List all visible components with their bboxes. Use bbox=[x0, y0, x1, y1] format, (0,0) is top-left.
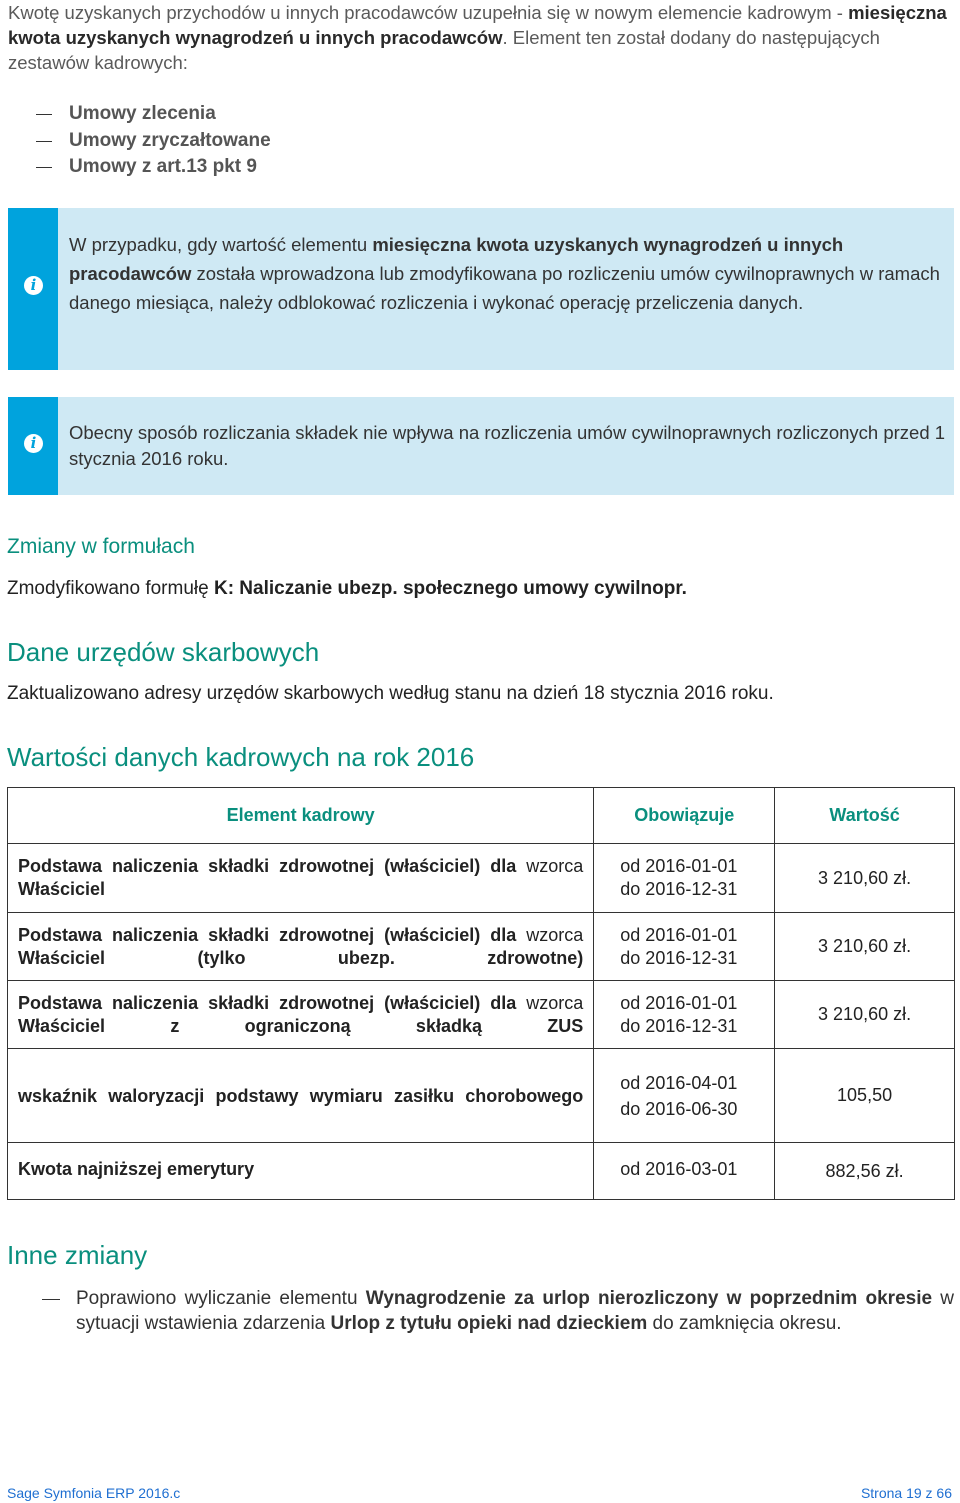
period-cell: od 2016-04-01 do 2016-06-30 bbox=[594, 1049, 775, 1143]
formulas-text: Zmodyfikowano formułę K: Naliczanie ubezp. społecznego umowy cywilnopr. bbox=[7, 578, 687, 599]
value-cell: 882,56 zł. bbox=[775, 1143, 955, 1200]
dash-bullet-icon bbox=[36, 114, 52, 115]
element-cell: wskaźnik waloryzacji podstawy wymiaru zasiłku chorobowego bbox=[8, 1049, 594, 1143]
period-cell: od 2016-01-01 do 2016-12-31 bbox=[594, 844, 775, 913]
period-cell: od 2016-01-01 do 2016-12-31 bbox=[594, 981, 775, 1049]
dash-bullet-icon bbox=[36, 167, 52, 168]
column-header: Obowiązuje bbox=[594, 788, 775, 844]
info-box-recalculation bbox=[8, 208, 954, 370]
section-heading-other-changes: Inne zmiany bbox=[7, 1240, 148, 1270]
value-cell: 3 210,60 zł. bbox=[775, 844, 955, 913]
table-row bbox=[8, 1143, 955, 1200]
sets-list bbox=[36, 101, 271, 181]
period-cell: od 2016-01-01 do 2016-12-31 bbox=[594, 913, 775, 981]
section-heading-tax-offices: Dane urzędów skarbowych bbox=[7, 637, 320, 667]
value-cell: 105,50 bbox=[775, 1049, 955, 1143]
table-row bbox=[8, 844, 955, 913]
period-cell: od 2016-03-01 bbox=[594, 1143, 775, 1200]
dash-bullet-icon bbox=[36, 141, 52, 142]
element-cell: Podstawa naliczenia składki zdrowotnej (właściciel) dla wzorca Właściciel bbox=[8, 844, 594, 913]
element-cell: Podstawa naliczenia składki zdrowotnej (właściciel) dla wzorca Właściciel (tylko ubezp. zdrowotne) bbox=[8, 913, 594, 981]
element-cell: Kwota najniższej emerytury bbox=[8, 1143, 594, 1200]
tax-offices-text: Zaktualizowano adresy urzędów skarbowych według stanu na dzień 18 stycznia 2016 roku. bbox=[7, 683, 774, 704]
element-cell: Podstawa naliczenia składki zdrowotnej (właściciel) dla wzorca Właściciel z ograniczoną składką ZUS bbox=[8, 981, 594, 1049]
info-text: W przypadku, gdy wartość elementu miesięczna kwota uzyskanych wynagrodzeń u innych pracodawców została wprowadzona lub zmodyfikowana po rozliczeniu umów cywilnoprawnych w ramach danego miesiąca, należy odblokować rozliczenia i wykonać operację przeliczenia danych. bbox=[69, 234, 940, 313]
table-row bbox=[8, 981, 955, 1049]
table-row bbox=[8, 1049, 955, 1143]
list-item bbox=[42, 1286, 954, 1336]
list-item: Umowy zlecenia bbox=[36, 101, 271, 128]
section-heading-hr-values: Wartości danych kadrowych na rok 2016 bbox=[7, 742, 475, 772]
info-box-contributions bbox=[8, 397, 954, 495]
table-header-row bbox=[8, 788, 955, 844]
intro-paragraph: Kwotę uzyskanych przychodów u innych pracodawców uzupełnia się w nowym elemencie kadrowym - miesięczna kwota uzyskanych wynagrodzeń u innych pracodawców. Element ten został dodany do następujących zestawów kadrowych: bbox=[8, 2, 947, 73]
table-row bbox=[8, 913, 955, 981]
other-change-text: Poprawiono wyliczanie elementu Wynagrodzenie za urlop nierozliczony w poprzednim okresie w sytuacji wstawienia zdarzenia Urlop z tytułu opieki nad dzieckiem do zamknięcia okresu. bbox=[76, 1288, 955, 1334]
list-item: Umowy z art.13 pkt 9 bbox=[36, 154, 271, 181]
value-cell: 3 210,60 zł. bbox=[775, 913, 955, 981]
list-item: Umowy zryczałtowane bbox=[36, 128, 271, 155]
intro-element-name: miesięczna kwota uzyskanych wynagrodzeń u innych pracodawców bbox=[8, 2, 947, 48]
info-icon: i bbox=[24, 434, 43, 453]
hr-values-table bbox=[7, 787, 955, 1200]
footer-product: Sage Symfonia ERP 2016.c bbox=[7, 1485, 181, 1501]
column-header: Element kadrowy bbox=[8, 788, 594, 844]
info-text: Obecny sposób rozliczania składek nie wpływa na rozliczenia umów cywilnoprawnych rozliczonych przed 1 stycznia 2016 roku. bbox=[69, 422, 946, 469]
dash-bullet-icon bbox=[42, 1299, 60, 1300]
column-header: Wartość bbox=[775, 788, 955, 844]
info-icon: i bbox=[24, 276, 43, 295]
section-heading-formulas: Zmiany w formułach bbox=[7, 535, 195, 558]
value-cell: 3 210,60 zł. bbox=[775, 981, 955, 1049]
footer-page-number: Strona 19 z 66 bbox=[860, 1485, 952, 1501]
